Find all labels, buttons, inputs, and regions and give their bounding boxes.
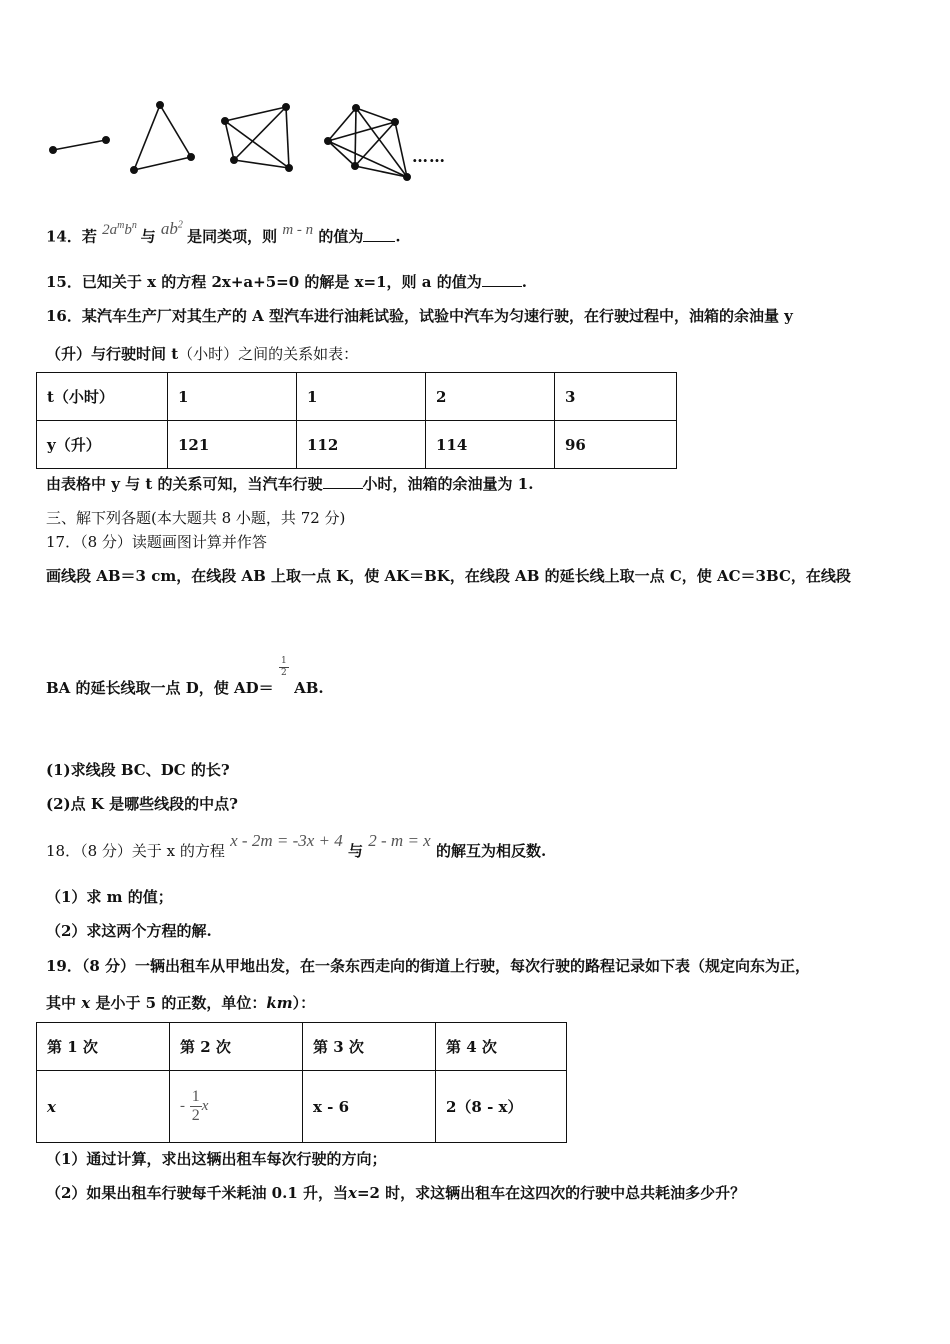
table-cell: 3 bbox=[555, 373, 677, 421]
q17-line2-b: AB. bbox=[294, 679, 324, 697]
q14-suffix: 的值为 bbox=[318, 227, 364, 246]
q15-text: 15．已知关于 x 的方程 2x+a+5=0 的解是 x=1，则 a 的值为 bbox=[46, 273, 482, 291]
q16-after-a: 由表格中 y 与 t 的关系可知，当汽车行驶 bbox=[46, 475, 323, 493]
table-cell: 112 bbox=[297, 421, 426, 469]
q19-sub2-b: =2 时，求这辆出租车在这四次的行驶中总共耗油多少升？ bbox=[356, 1184, 746, 1202]
q19-sub1: （1）通过计算，求出这辆出租车每次行驶的方向； bbox=[46, 1150, 387, 1168]
q14-mid: 是同类项，则 bbox=[187, 227, 278, 246]
q14-prefix: 14．若 bbox=[46, 227, 97, 246]
section-3-heading: 三、解下列各题(本大题共 8 小题，共 72 分) bbox=[46, 509, 346, 527]
graph-three-points bbox=[131, 102, 194, 173]
table-cell: 1 bbox=[168, 373, 297, 421]
question-18 bbox=[46, 831, 547, 861]
table-cell: 第 1 次 bbox=[37, 1023, 170, 1071]
table-cell: - $\frac{1}{2}$ x bbox=[170, 1071, 303, 1143]
q18-sub2: （2）求这两个方程的解. bbox=[46, 922, 212, 940]
q14-connector: 与 bbox=[140, 227, 156, 246]
question-16-line1: 16．某汽车生产厂对其生产的 A 型汽车进行油耗试验，试验中汽车为匀速行驶，在行驶过程中，油箱的余油量 y bbox=[46, 307, 793, 325]
table-cell: x bbox=[37, 1071, 170, 1143]
q14-term2: $ab^2$ bbox=[160, 218, 183, 238]
table-cell: x - 6 bbox=[303, 1071, 436, 1143]
table-row bbox=[37, 421, 677, 469]
table-row bbox=[37, 1023, 567, 1071]
q19-line2-c: ）： bbox=[292, 994, 316, 1012]
q19-fraction: $\frac{1}{2}$ bbox=[191, 1088, 200, 1124]
q14-expr: m - n bbox=[282, 221, 314, 238]
q19-sub2 bbox=[46, 1182, 745, 1203]
table-cell: 2（8 - x） bbox=[436, 1071, 567, 1143]
table-cell: 第 3 次 bbox=[303, 1023, 436, 1071]
question-15 bbox=[46, 271, 527, 292]
table-cell: 96 bbox=[555, 421, 677, 469]
question-14 bbox=[46, 216, 401, 255]
question-16-line2 bbox=[46, 343, 358, 364]
q19-unit: km bbox=[266, 994, 293, 1012]
q18-sub1: （1）求 m 的值； bbox=[46, 888, 173, 906]
q19-sub2-a: （2）如果出租车行驶每千米耗油 0.1 升，当 bbox=[46, 1184, 348, 1202]
q17-fraction: $\frac{1}{2}$ bbox=[279, 656, 289, 679]
table-cell: 114 bbox=[426, 421, 555, 469]
q19-sub2-x: x bbox=[347, 1184, 357, 1202]
table-cell: t（小时） bbox=[37, 373, 168, 421]
q19-line2-a: 其中 bbox=[46, 994, 77, 1012]
q18-eq2: 2 - m = x bbox=[368, 831, 431, 850]
table-cell: 2 bbox=[426, 373, 555, 421]
q16-line2-bold: （升）与行驶时间 t bbox=[46, 345, 179, 363]
table-row bbox=[37, 373, 677, 421]
q17-sub2: (2)点 K 是哪些线段的中点? bbox=[46, 795, 238, 813]
q19-table bbox=[36, 1022, 567, 1143]
q15-end: . bbox=[521, 273, 527, 291]
q19-var-x: x bbox=[81, 994, 91, 1012]
table-cell: y（升） bbox=[37, 421, 168, 469]
q17-title: 17．（8 分）读题画图计算并作答 bbox=[46, 533, 267, 551]
q19-line2-b: 是小于 5 的正数，单位： bbox=[95, 994, 267, 1012]
table-row bbox=[37, 1071, 567, 1143]
q15-answer-blank[interactable] bbox=[482, 272, 522, 287]
q18-connector: 与 bbox=[348, 842, 364, 860]
table-cell: 第 2 次 bbox=[170, 1023, 303, 1071]
table-cell: 1 bbox=[297, 373, 426, 421]
q19-line1: 19．（8 分）一辆出租车从甲地出发，在一条东西走向的街道上行驶，每次行驶的路程记录如下表（规定向东为正， bbox=[46, 957, 811, 975]
table-cell: 121 bbox=[168, 421, 297, 469]
q16-table bbox=[36, 372, 677, 469]
figure-ellipsis: …… bbox=[412, 147, 446, 166]
q16-line2-normal: （小时）之间的关系如表： bbox=[178, 345, 359, 363]
q14-term1: $2a^mb^n$ bbox=[102, 219, 137, 238]
q16-answer-blank[interactable] bbox=[323, 474, 363, 489]
q16-after bbox=[46, 473, 533, 494]
q17-sub1: (1)求线段 BC、DC 的长? bbox=[46, 761, 230, 779]
q14-end: . bbox=[395, 227, 401, 246]
graph-five-points bbox=[325, 105, 410, 180]
q17-line2-a: BA 的延长线取一点 D，使 AD＝ bbox=[46, 679, 274, 697]
q17-line1: 画线段 AB＝3 cm，在线段 AB 上取一点 K，使 AK＝BK，在线段 AB 的延长线上取一点 C，使 AC＝3BC，在线段 bbox=[46, 567, 851, 585]
graph-four-points bbox=[222, 104, 292, 171]
q18-eq1: x - 2m = -3x + 4 bbox=[230, 831, 343, 850]
q19-line2 bbox=[46, 992, 315, 1013]
graph-two-points bbox=[50, 137, 109, 153]
q18-prefix: 18．（8 分）关于 x 的方程 bbox=[46, 842, 225, 860]
q17-line2 bbox=[46, 655, 324, 701]
q16-after-b: 小时，油箱的余油量为 1. bbox=[362, 475, 534, 493]
q14-answer-blank[interactable] bbox=[363, 227, 395, 242]
q18-suffix: 的解互为相反数. bbox=[435, 842, 547, 860]
table-cell: 第 4 次 bbox=[436, 1023, 567, 1071]
complete-graphs-figure bbox=[0, 90, 470, 200]
